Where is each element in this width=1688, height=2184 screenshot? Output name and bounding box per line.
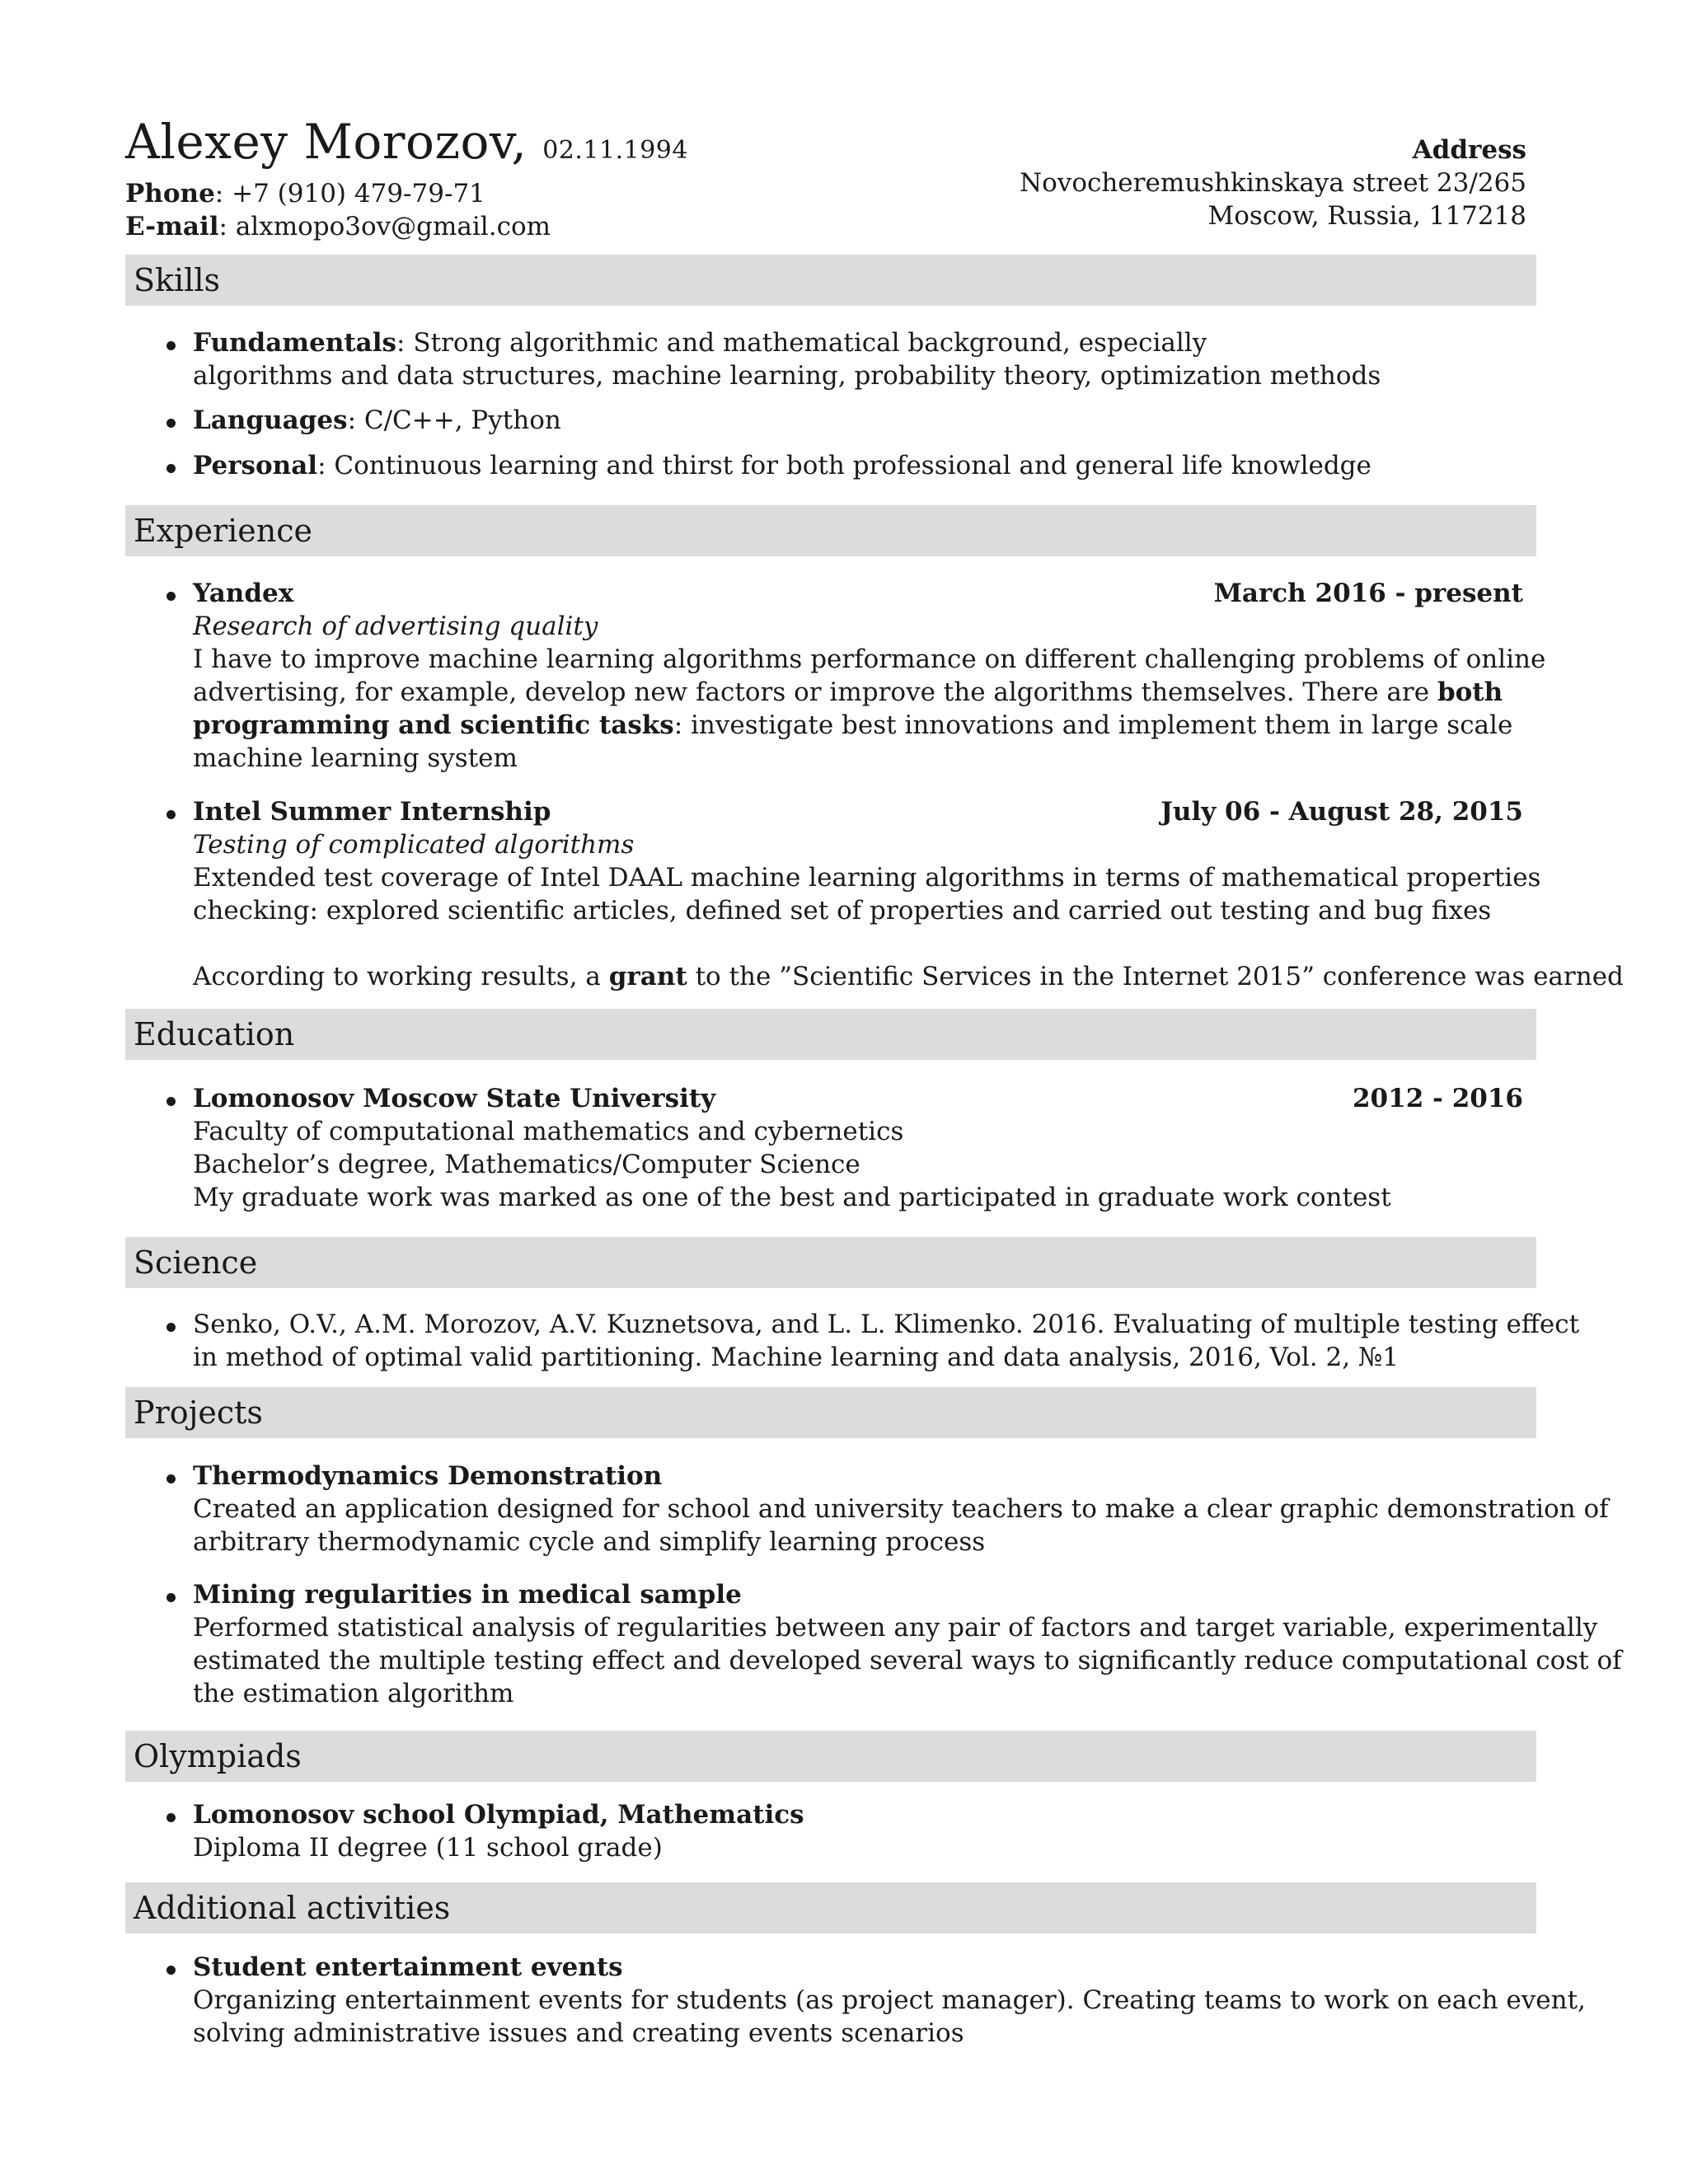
- header-contact: [125, 115, 688, 243]
- phone-value: +7 (910) 479-79-71: [232, 179, 485, 209]
- name-line: Alexey Morozov, 02.11.1994: [125, 114, 688, 170]
- olympiad-text: Diploma II degree (11 school grade): [193, 1833, 663, 1863]
- job-text: Extended test coverage of Intel DAAL machine learning algorithms in terms of mathematical properties: [193, 863, 1541, 893]
- job-text-bold: programming and scientific tasks: [193, 710, 674, 740]
- skill-text: C/C++, Python: [363, 405, 561, 435]
- section-activities: [125, 1882, 1536, 1933]
- skill-label: Personal: [193, 451, 318, 480]
- project-text: Created an application designed for school and university teachers to make a clear graphic demonstration of: [193, 1494, 1609, 1524]
- section-title: Science: [134, 1244, 258, 1281]
- skill-languages: Languages: C/C++, Python: [193, 404, 1523, 437]
- section-education: [125, 1009, 1536, 1060]
- project-title: Thermodynamics Demonstration: [193, 1461, 663, 1491]
- project-text: the estimation algorithm: [193, 1679, 514, 1708]
- section-projects: [125, 1387, 1536, 1438]
- job-role: Research of advertising quality: [193, 612, 598, 641]
- email-line: E-mail: alxmopo3ov@gmail.com: [125, 212, 551, 241]
- job-text: According to working results, a: [193, 962, 601, 991]
- job-dates: March 2016 - present: [1213, 579, 1523, 608]
- bullet: [166, 341, 176, 350]
- bullet: [166, 1474, 176, 1483]
- bullet: [166, 592, 176, 601]
- education-msu: [193, 1082, 1523, 1214]
- education-text: Faculty of computational mathematics and cybernetics: [193, 1117, 904, 1146]
- job-text: : investigate best innovations and implement them in large scale: [673, 710, 1513, 740]
- science-publication: [193, 1308, 1580, 1374]
- bullet: [166, 1323, 176, 1332]
- project-text: estimated the multiple testing effect and developed several ways to significantly reduce computational cost of: [193, 1646, 1622, 1675]
- section-title: Additional activities: [134, 1890, 451, 1926]
- address-line-2: Moscow, Russia, 117218: [1207, 201, 1526, 231]
- study-dates: 2012 - 2016: [1352, 1084, 1523, 1113]
- company-name: Intel Summer Internship: [193, 797, 551, 827]
- bullet: [166, 1966, 176, 1975]
- header-address: [1020, 134, 1526, 232]
- section-olympiads: [125, 1731, 1536, 1782]
- section-title: Skills: [134, 262, 221, 298]
- date-of-birth: 02.11.1994: [542, 136, 688, 165]
- education-text: My graduate work was marked as one of the best and participated in graduate work contest: [193, 1183, 1391, 1212]
- education-text: Bachelor’s degree, Mathematics/Computer Science: [193, 1150, 860, 1179]
- olympiad-lomonosov: [193, 1798, 1523, 1864]
- company-name: Yandex: [193, 579, 294, 608]
- job-text: I have to improve machine learning algorithms performance on different challenging problems of online: [193, 644, 1546, 674]
- project-text: Performed statistical analysis of regularities between any pair of factors and target variable, experimentally: [193, 1613, 1598, 1643]
- section-skills: [125, 255, 1536, 306]
- job-text: checking: explored scientific articles, defined set of properties and carried out testing and bug fixes: [193, 896, 1492, 926]
- job-text-bold: both: [1437, 677, 1503, 707]
- section-experience: [125, 505, 1536, 556]
- bullet: [166, 1097, 176, 1106]
- job-text-bold: grant: [608, 962, 687, 991]
- experience-intel: [193, 795, 1624, 993]
- email-label: E-mail: [125, 212, 219, 241]
- job-text: machine learning system: [193, 743, 518, 773]
- bullet: [166, 1593, 176, 1602]
- publication-text: Senko, O.V., A.M. Morozov, A.V. Kuznetsova, and L. L. Klimenko. 2016. Evaluating of multiple testing effect: [193, 1310, 1580, 1339]
- skill-text: algorithms and data structures, machine learning, probability theory, optimization methods: [193, 361, 1381, 391]
- olympiad-title: Lomonosov school Olympiad, Mathematics: [193, 1800, 804, 1830]
- project-title: Mining regularities in medical sample: [193, 1580, 742, 1610]
- skill-fundamentals: Fundamentals: Strong algorithmic and mathematical background, especially algorithms and data structures, machine learning, probability theory, optimization methods: [193, 326, 1523, 392]
- skill-personal: Personal: Continuous learning and thirst for both professional and general life knowledge: [193, 449, 1523, 482]
- project-mining: [193, 1578, 1622, 1710]
- school-name: Lomonosov Moscow State University: [193, 1084, 716, 1113]
- bullet: [166, 810, 176, 819]
- section-title: Education: [134, 1016, 295, 1052]
- skill-label: Fundamentals: [193, 328, 397, 358]
- job-dates: July 06 - August 28, 2015: [1160, 797, 1523, 827]
- section-science: [125, 1237, 1536, 1288]
- project-thermodynamics: [193, 1460, 1609, 1558]
- address-line-1: Novocheremushkinskaya street 23/265: [1020, 168, 1526, 198]
- activity-title: Student entertainment events: [193, 1952, 623, 1982]
- skill-text: Strong algorithmic and mathematical background, especially: [413, 328, 1207, 358]
- section-title: Olympiads: [134, 1738, 302, 1774]
- project-text: arbitrary thermodynamic cycle and simplify learning process: [193, 1527, 986, 1557]
- phone-line: Phone: +7 (910) 479-79-71: [125, 179, 485, 209]
- person-name: Alexey Morozov: [125, 114, 512, 170]
- bullet: [166, 464, 176, 473]
- job-role: Testing of complicated algorithms: [193, 830, 635, 860]
- email-value: alxmopo3ov@gmail.com: [235, 212, 551, 241]
- experience-yandex: [193, 577, 1546, 775]
- section-title: Projects: [134, 1394, 263, 1431]
- bullet: [166, 419, 176, 428]
- publication-text: in method of optimal valid partitioning. Machine learning and data analysis, 2016, Vol. 2, №1: [193, 1343, 1399, 1372]
- address-title: Address: [1412, 135, 1526, 165]
- job-text: to the ”Scientific Services in the Internet 2015” conference was earned: [695, 962, 1624, 991]
- skill-text: Continuous learning and thirst for both professional and general life knowledge: [334, 451, 1372, 480]
- bullet: [166, 1813, 176, 1822]
- activity-text: Organizing entertainment events for students (as project manager). Creating teams to work on each event,: [193, 1985, 1586, 2015]
- activity-entertainment: [193, 1951, 1586, 2050]
- section-title: Experience: [134, 513, 313, 549]
- activity-text: solving administrative issues and creating events scenarios: [193, 2018, 964, 2048]
- job-text: advertising, for example, develop new factors or improve the algorithms themselves. There are: [193, 677, 1430, 707]
- phone-label: Phone: [125, 179, 215, 209]
- skill-label: Languages: [193, 405, 348, 435]
